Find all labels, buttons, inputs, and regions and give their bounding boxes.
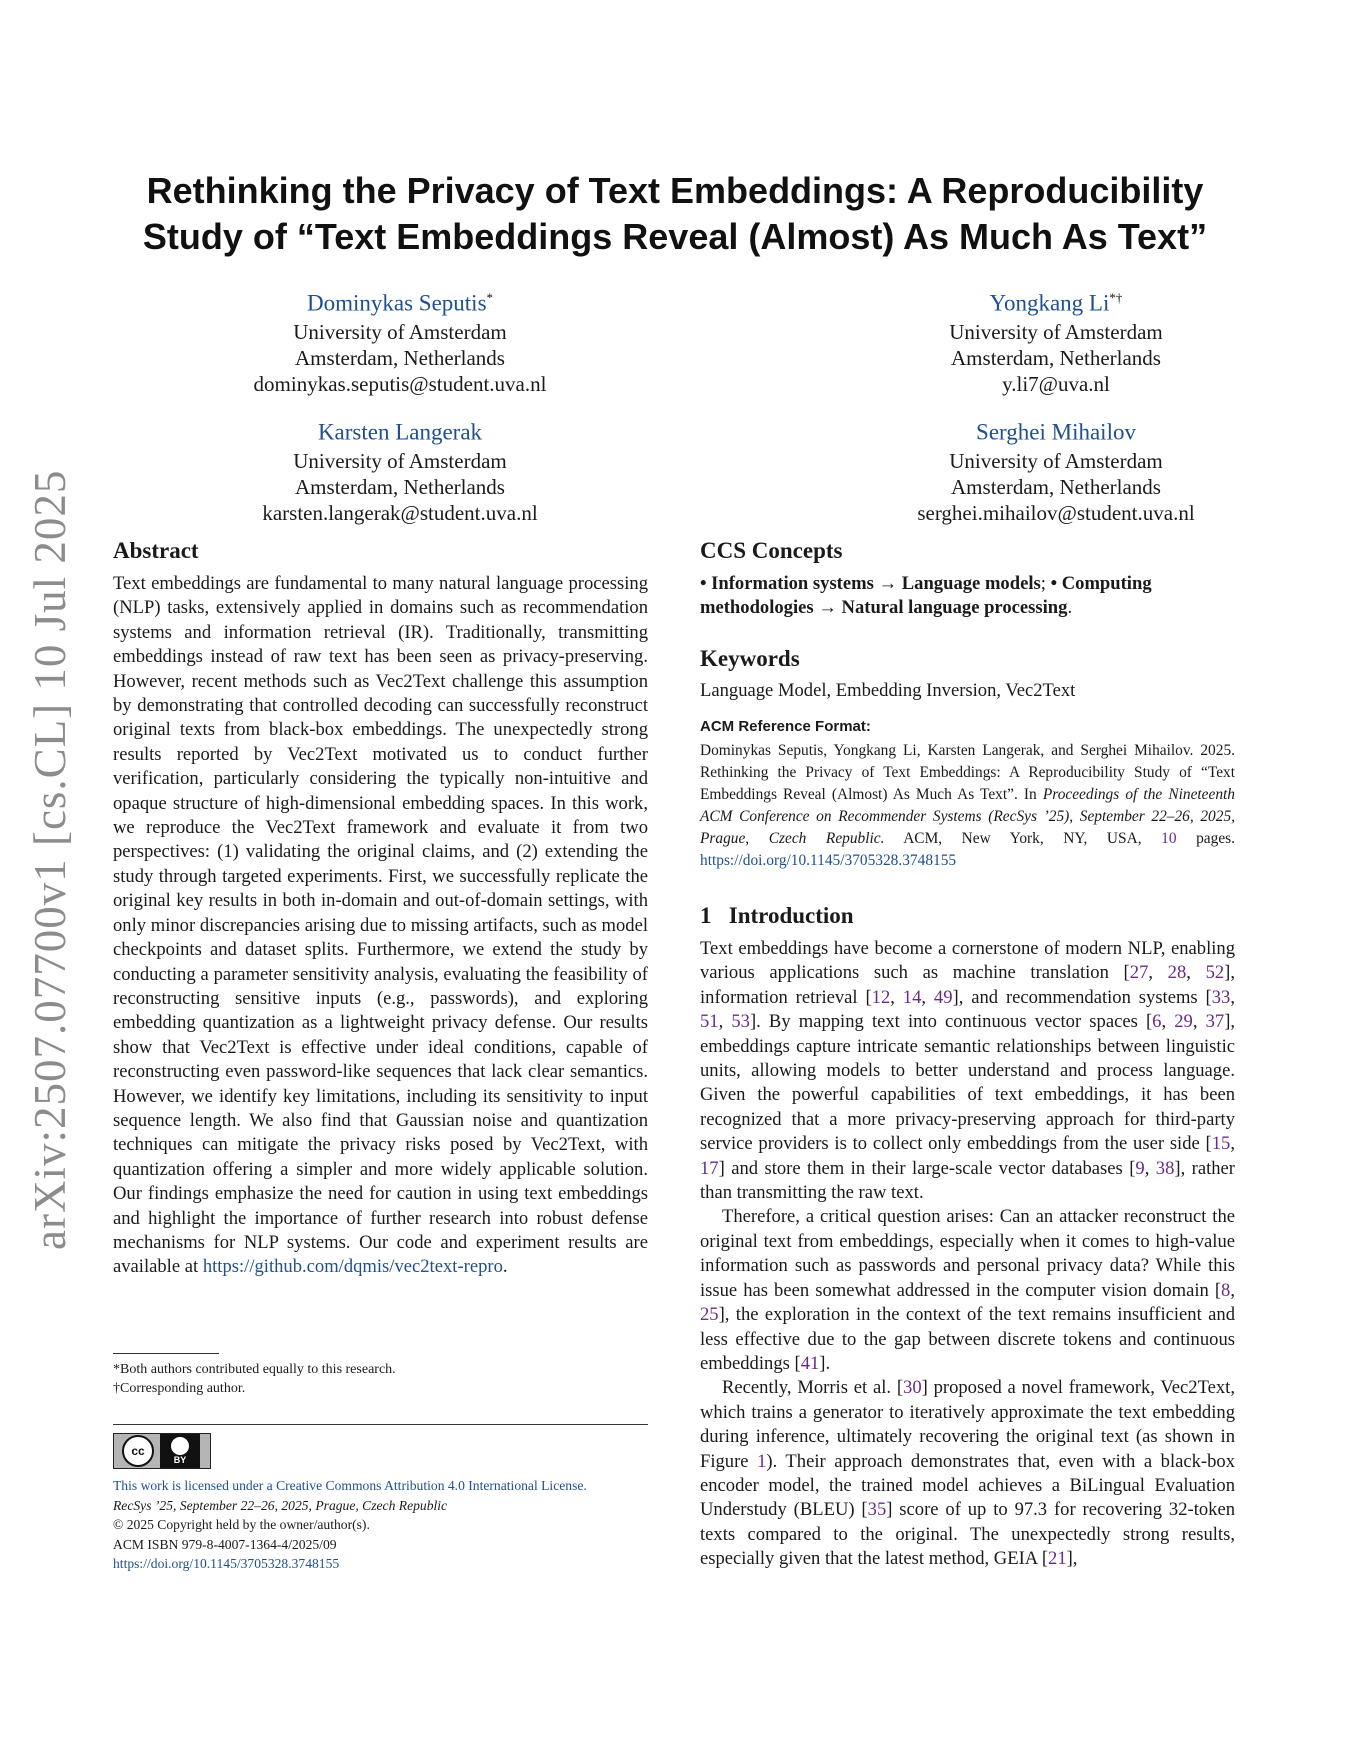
acm-ref-text: Dominykas Seputis, Yongkang Li, Karsten Langerak, and Serghei Mihailov. 2025. Rethinking the Privacy of Text Embeddings: A Reproducibility Study of “Text Embeddings Reveal (Almost) As Much As Text”. In	[700, 742, 1235, 803]
citation-link[interactable]: 35	[867, 1499, 887, 1521]
author-affiliation: University of Amsterdam	[949, 319, 1163, 344]
intro-text-segment: ], embeddings capture intricate semantic relationships between linguistic units, allowing models to better understand and process language. Given the powerful capabilities of text embeddings, it has been recognized that a more privacy-preserving approach for third-party service providers is to collect only embeddings from the user side [	[700, 1011, 1236, 1155]
abstract-body	[113, 572, 648, 1280]
author-location: Amsterdam, Netherlands	[295, 345, 505, 370]
acm-ref-doi-link[interactable]: https://doi.org/10.1145/3705328.3748155	[700, 852, 957, 869]
citation-link[interactable]: 15	[1211, 1133, 1231, 1155]
intro-text-segment: ,	[890, 986, 903, 1008]
author-name-link[interactable]: Yongkang Li	[989, 290, 1110, 316]
author-email: y.li7@uva.nl	[1002, 371, 1110, 396]
citation-link[interactable]: 52	[1205, 962, 1225, 984]
author-location: Amsterdam, Netherlands	[951, 345, 1161, 370]
intro-text-segment: ].	[819, 1352, 831, 1374]
citation-link[interactable]: 37	[1205, 1011, 1225, 1033]
acm-ref-proceedings: Proceedings of the Nineteenth ACM Conference on Recommender Systems (RecSys ’25), September 22–26, 2025, Prague, Czech Republic.	[700, 786, 1235, 847]
citation-link[interactable]: 14	[902, 986, 922, 1008]
citation-link[interactable]: 33	[1211, 986, 1231, 1008]
citation-link[interactable]: 8	[1221, 1279, 1231, 1301]
author-block-1	[200, 283, 600, 397]
person-icon	[171, 1437, 189, 1455]
intro-text-segment: ], the exploration in the context of the text remains insufficient and less effective due to the gap between discrete tokens and continuous embeddings [	[700, 1304, 1235, 1374]
citation-link[interactable]: 38	[1155, 1157, 1175, 1179]
ccs-heading: CCS Concepts	[700, 538, 843, 563]
footnotes	[113, 1360, 653, 1398]
license-divider	[113, 1424, 648, 1425]
cc-by-license-icon[interactable]	[113, 1433, 211, 1469]
footnote-corresponding-author: †Corresponding author.	[113, 1381, 246, 1396]
ccs-end: .	[1067, 597, 1073, 619]
author-affiliation: University of Amsterdam	[293, 319, 507, 344]
intro-title: Introduction	[728, 903, 854, 928]
title-line-2: Study of “Text Embeddings Reveal (Almost) As Much As Text”	[142, 216, 1208, 257]
by-icon	[160, 1434, 200, 1468]
intro-text-segment: ,	[1230, 986, 1235, 1008]
acm-reference-body	[700, 740, 1235, 872]
citation-link[interactable]: 1	[757, 1450, 767, 1472]
intro-text-segment: ,	[718, 1011, 732, 1033]
ccs-item-2-sub: Natural language processing	[841, 597, 1068, 619]
author-name-link[interactable]: Dominykas Seputis	[306, 290, 487, 316]
keywords-heading: Keywords	[700, 646, 800, 671]
author-name-link[interactable]: Serghei Mihailov	[976, 419, 1136, 445]
footnote-divider	[113, 1353, 219, 1354]
citation-link[interactable]: 9	[1135, 1157, 1145, 1179]
intro-text-segment: ,	[1230, 1279, 1235, 1301]
license-link[interactable]: This work is licensed under a Creative Commons Attribution 4.0 International License.	[113, 1478, 587, 1493]
intro-text-segment: ,	[1148, 962, 1168, 984]
ccs-item-2: • Computing methodologies	[700, 573, 1152, 619]
abstract-end: .	[502, 1256, 508, 1278]
intro-text-segment: ], information retrieval [	[700, 962, 1236, 1008]
intro-text-segment: Therefore, a critical question arises: Can an attacker reconstruct the original text from embeddings, especially when it comes to high-value information such as passwords and personal privacy data? While this issue has been somewhat addressed in the computer vision domain [	[700, 1206, 1235, 1301]
intro-text-segment: ,	[1186, 962, 1206, 984]
intro-paragraph-3	[700, 1376, 1235, 1571]
author-location: Amsterdam, Netherlands	[295, 474, 505, 499]
intro-number: 1	[700, 903, 712, 928]
citation-link[interactable]: 12	[871, 986, 891, 1008]
author-block-4	[856, 412, 1256, 526]
citation-link[interactable]: 6	[1152, 1011, 1162, 1033]
author-email: dominykas.seputis@student.uva.nl	[253, 371, 547, 396]
by-label: BY	[173, 1455, 187, 1465]
ccs-arrow: →	[818, 597, 837, 619]
author-location: Amsterdam, Netherlands	[951, 474, 1161, 499]
intro-text-segment: ]. By mapping text into continuous vector spaces [	[749, 1011, 1153, 1033]
paper-title	[90, 168, 1260, 260]
ccs-item-1-sub: Language models	[901, 573, 1041, 594]
intro-heading	[700, 903, 854, 929]
author-block-2	[856, 283, 1256, 397]
intro-text-segment: ,	[1192, 1011, 1206, 1033]
citation-link[interactable]: 53	[731, 1011, 750, 1033]
author-email: serghei.mihailov@student.uva.nl	[917, 500, 1195, 525]
intro-text-segment: ,	[1230, 1133, 1235, 1155]
license-doi-link[interactable]: https://doi.org/10.1145/3705328.3748155	[113, 1556, 340, 1571]
citation-link[interactable]: 21	[1048, 1548, 1067, 1570]
intro-text-segment: ,	[921, 986, 934, 1008]
intro-text-segment: Text embeddings have become a cornerstone of modern NLP, enabling various applications such as machine translation [	[700, 938, 1235, 984]
acm-reference-heading: ACM Reference Format:	[700, 718, 871, 735]
intro-text-segment: ], rather than transmitting the raw text.	[700, 1157, 1235, 1204]
citation-link[interactable]: 17	[700, 1157, 719, 1179]
citation-link[interactable]: 28	[1167, 962, 1187, 984]
author-affiliation: University of Amsterdam	[293, 448, 507, 473]
author-name-link[interactable]: Karsten Langerak	[317, 419, 483, 445]
intro-text-segment: ], and recommendation systems [	[952, 986, 1212, 1008]
footnote-equal-contribution: *Both authors contributed equally to this research.	[113, 1362, 396, 1377]
author-mark: *†	[1109, 290, 1123, 305]
citation-link[interactable]: 49	[933, 986, 953, 1008]
citation-link[interactable]: 30	[903, 1377, 922, 1399]
abstract-heading: Abstract	[113, 538, 199, 563]
intro-text-segment: ] score of up to 97.3 for recovering 32-token texts compared to the original. The unexpectedly strong results, especially given that the latest method, GEIA [	[700, 1499, 1235, 1570]
intro-text-segment: ,	[1144, 1157, 1156, 1179]
isbn-line: ACM ISBN 979-8-4007-1364-4/2025/09	[113, 1536, 337, 1552]
intro-paragraph-1	[700, 937, 1235, 1205]
ccs-item-1: • Information systems	[700, 573, 874, 594]
citation-link[interactable]: 27	[1129, 962, 1149, 984]
acm-ref-pages: pages.	[1176, 830, 1235, 847]
cc-icon: cc	[122, 1435, 154, 1467]
citation-link[interactable]: 51	[700, 1011, 719, 1033]
ccs-arrow: →	[878, 573, 898, 594]
arxiv-identifier: arXiv:2507.07700v1 [cs.CL] 10 Jul 2025	[25, 469, 75, 1250]
intro-text-segment: Recently, Morris et al. [	[722, 1377, 904, 1399]
intro-paragraph-2	[700, 1205, 1235, 1376]
intro-text-segment: ). Their approach demonstrates that, even with a black-box encoder model, the trained model achieves a BiLingual Evaluation Understudy (BLEU) [	[700, 1450, 1235, 1521]
repo-link[interactable]: https://github.com/dqmis/vec2text-repro	[202, 1256, 503, 1278]
license-info	[113, 1476, 673, 1574]
ccs-concepts	[700, 572, 1235, 621]
venue-line: RecSys ’25, September 22–26, 2025, Prague, Czech Republic	[113, 1497, 448, 1513]
intro-text-segment: ,	[1161, 1011, 1175, 1033]
author-mark: *	[486, 290, 494, 305]
ccs-separator: ;	[1040, 573, 1051, 594]
author-block-3	[200, 412, 600, 526]
abstract-text: Text embeddings are fundamental to many natural language processing (NLP) tasks, extensively applied in domains such as recommendation systems and information retrieval (IR). Traditionally, transmitting embeddings instead of raw text has been seen as privacy-preserving. However, recent methods such as Vec2Text challenge this assumption by demonstrating that controlled decoding can successfully reconstruct original texts from black-box embeddings. The unexpectedly strong results reported by Vec2Text motivated us to conduct further verification, particularly considering the typically non-intuitive and opaque structure of high-dimensional embedding spaces. In this work, we reproduce the Vec2Text framework and evaluate it from two perspectives: (1) validating the original claims, and (2) extending the study through targeted experiments. First, we successfully replicate the original key results in both in-domain and out-of-domain settings, with only minor discrepancies arising due to missing artifacts, such as model checkpoints and dataset splits. Furthermore, we extend the study by conducting a parameter sensitivity analysis, evaluating the feasibility of reconstructing sensitive inputs (e.g., passwords), and exploring embedding quantization as a lightweight privacy defense. Our results show that Vec2Text is effective under ideal conditions, capable of reconstructing even password-like sequences that lack clear semantics. However, we identify key limitations, including its sensitivity to input sequence length. We also find that Gaussian noise and quantization techniques can mitigate the privacy risks posed by Vec2Text, with quantization offering a simpler and more widely applicable solution. Our findings emphasize the need for caution in using text embeddings and highlight the importance of further research into robust defense mechanisms for NLP systems. Our code and experiment results are available at	[113, 573, 648, 1278]
intro-body	[700, 937, 1235, 1572]
citation-link[interactable]: 41	[800, 1352, 820, 1374]
acm-ref-pages-link[interactable]: 10	[1161, 830, 1177, 847]
intro-text-segment: ] and store them in their large-scale vector databases [	[718, 1157, 1136, 1179]
intro-text-segment: ],	[1066, 1548, 1078, 1570]
title-line-1: Rethinking the Privacy of Text Embeddings: A Reproducibility	[146, 170, 1204, 211]
acm-ref-publisher: ACM, New York, NY, USA,	[884, 830, 1162, 847]
author-affiliation: University of Amsterdam	[949, 448, 1163, 473]
copyright-line: © 2025 Copyright held by the owner/author(s).	[113, 1517, 370, 1532]
keywords-text: Language Model, Embedding Inversion, Vec2Text	[700, 680, 1076, 701]
citation-link[interactable]: 25	[700, 1304, 719, 1326]
citation-link[interactable]: 29	[1174, 1011, 1193, 1033]
author-email: karsten.langerak@student.uva.nl	[262, 500, 538, 525]
intro-text-segment: ] proposed a novel framework, Vec2Text, which trains a generator to iteratively approximate the text embedding during inference, ultimately recovering the original text (as shown in Figure	[700, 1377, 1235, 1472]
